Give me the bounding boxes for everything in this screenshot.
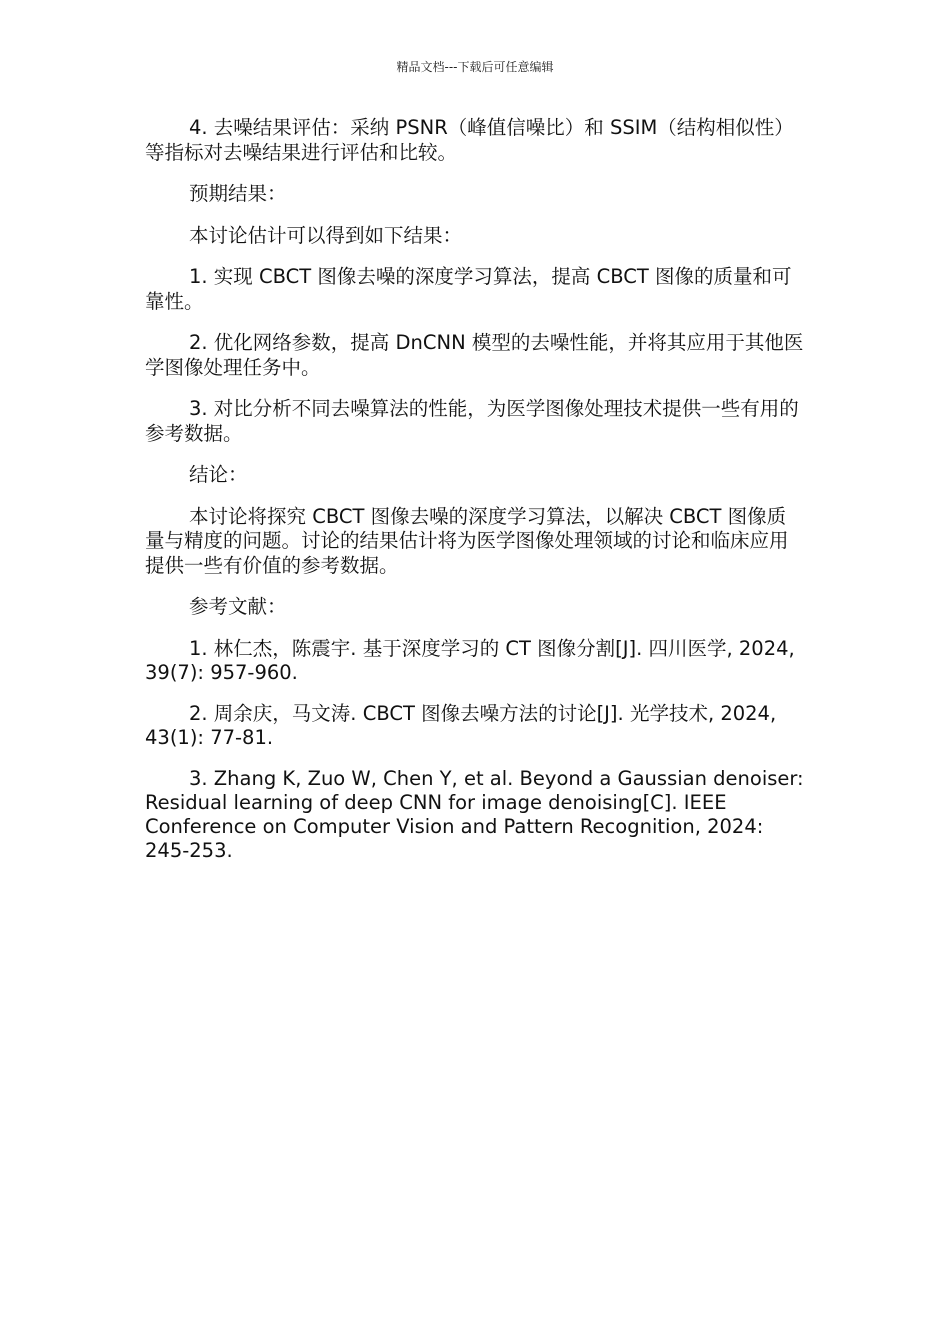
paragraph-evaluation-step: 4. 去噪结果评估：采纳 PSNR（峰值信噪比）和 SSIM（结构相似性）等指标对去噪结果进行评估和比较。: [145, 116, 794, 164]
result-item-1: 1. 实现 CBCT 图像去噪的深度学习算法，提高 CBCT 图像的质量和可靠性。: [145, 265, 792, 313]
heading-references: 参考文献：: [189, 595, 287, 618]
document-body: [145, 116, 805, 880]
heading-conclusion: 结论：: [189, 463, 248, 486]
reference-item-1: 1. 林仁杰，陈震宇. 基于深度学习的 CT 图像分割[J]. 四川医学, 2024, 39(7): 957-960.: [145, 636, 795, 684]
result-item-2: 2. 优化网络参数，提高 DnCNN 模型的去噪性能，并将其应用于其他医学图像处理任务中。: [145, 331, 804, 379]
paragraph-results-intro: 本讨论估计可以得到如下结果：: [189, 223, 463, 247]
result-item-3: 3. 对比分析不同去噪算法的性能，为医学图像处理技术提供一些有用的参考数据。: [145, 397, 799, 445]
page-header: 精品文档---下载后可任意编辑: [396, 60, 554, 74]
heading-expected-results: 预期结果：: [189, 182, 287, 205]
paragraph-conclusion: 本讨论将探究 CBCT 图像去噪的深度学习算法，以解决 CBCT 图像质量与精度的问题。讨论的结果估计将为医学图像处理领域的讨论和临床应用提供一些有价值的参考数据。: [145, 504, 789, 577]
reference-item-2: 2. 周余庆，马文涛. CBCT 图像去噪方法的讨论[J]. 光学技术, 2024, 43(1): 77-81.: [145, 701, 777, 749]
reference-item-3: 3. Zhang K, Zuo W, Chen Y, et al. Beyond a Gaussian denoiser: Residual learning of deep CNN for image denoising[C]. IEEE Conference on Computer Vision and Pattern Recognition, 2024: 245-253.: [145, 766, 804, 862]
